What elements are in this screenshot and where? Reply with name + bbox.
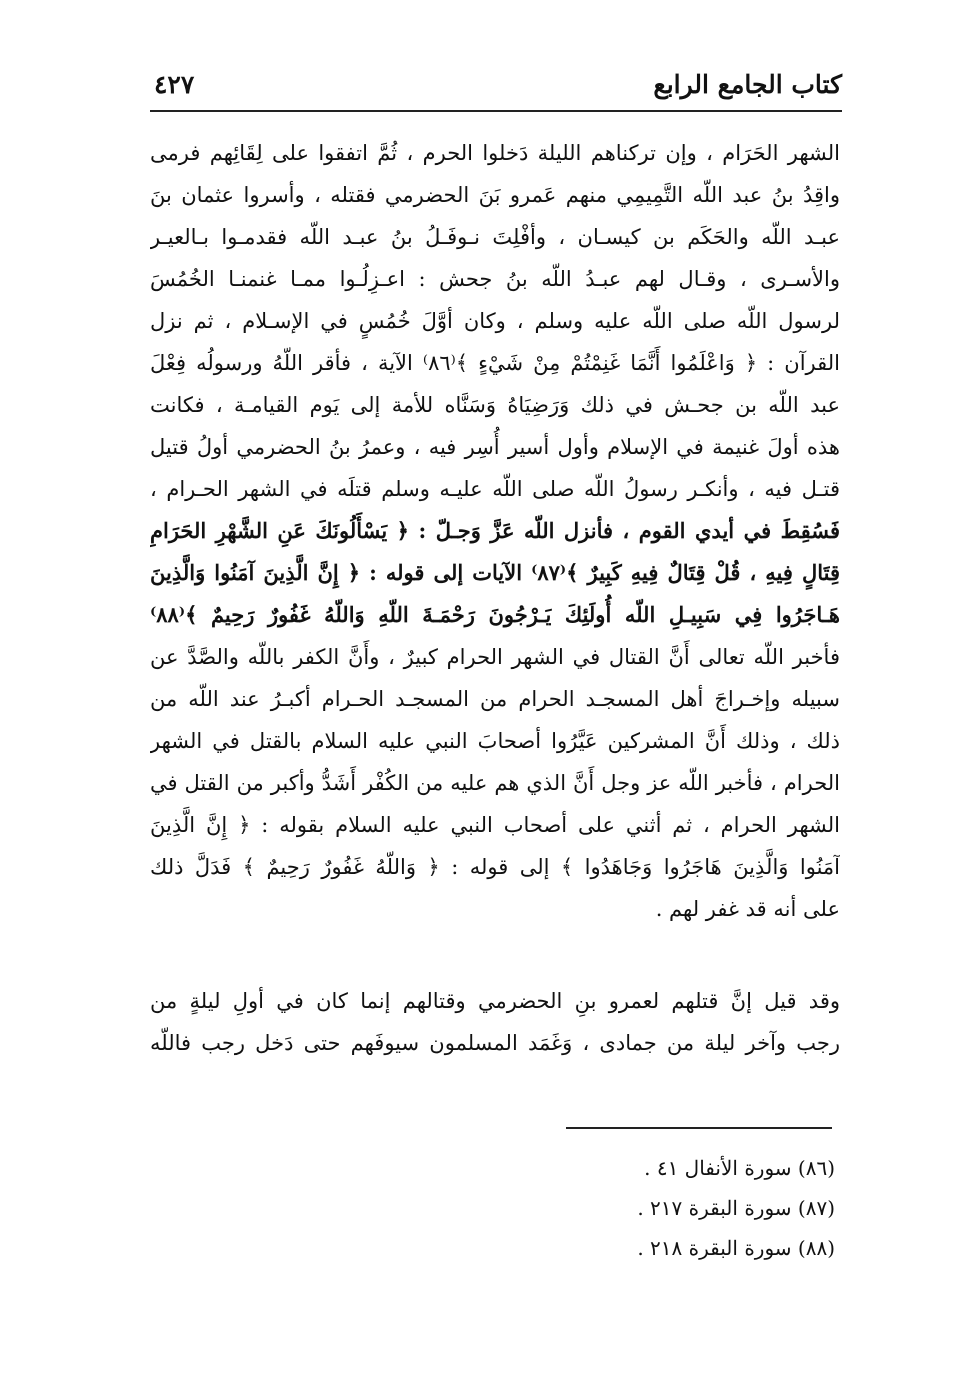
footnotes-list: [500, 1148, 835, 1268]
text-line: ذلك ، وذلك أَنَّ المشركين عَيَّرُوا أصحابَ النبي عليه السلام بالقتل في الشهر: [150, 729, 840, 753]
text-line: وقد قيل إنَّ قتلهم لعمرو بنِ الحضرمي وقتالهم إنما كان في أولِ ليلةٍ من: [150, 989, 840, 1013]
text-line: سبيله وإخـراجَ أهل المسجـد الحرام من المسجـد الحـرام أكبـرُ عند اللّه من: [150, 687, 840, 711]
text-line: قتـل فيه ، وأنكـر رسولُ اللّه صلى اللّه عليـه وسلم قتلَه في الشهر الحـرام ،: [150, 477, 840, 501]
text-line: عبـد اللّه والحَكَم بن كيسـان ، وأفْلِتَ نـوفَـلُ بنُ عبـد اللّه فقدمـوا بـالعيـر: [150, 225, 840, 249]
text-line: القرآن : ﴿ وَاعْلَمُوا أَنَّمَا غَنِمْتُمْ مِنْ شَيْءٍ ﴾⁽٨٦⁾ الآية ، فأقر اللّهُ ورسولُه فِعْلَ: [150, 351, 840, 375]
text-line: رجب وآخر ليلة من جمادى ، وَغَمَد المسلمون سيوفَهم حتى دَخل رجب فاللّه: [150, 1031, 840, 1055]
text-line: لرسول اللّه صلى اللّه عليه وسلم ، وكان أوَّلَ خُمُسٍ في الإسـلام ، ثم نزل: [150, 309, 840, 333]
footnote-divider: [566, 1127, 832, 1129]
text-line: قِتَالٍ فِيهِ ، قُلْ قِتَالٌ فِيهِ كَبِيرٌ ﴾⁽٨٧⁾ الآيات إلى قوله : ﴿ إِنَّ الَّذِينَ آمَنُوا وَالَّذِينَ: [150, 560, 840, 585]
page-number: ٤٢٧: [154, 70, 195, 99]
text-line: عبد اللّه بن جحـش في ذلك وَرَضِيَاهُ وَسَنَّاه للأمة إلى يَوم القيامـة ، فكانت: [150, 393, 840, 417]
text-line: واقِدُ بنُ عبد اللّه التَّمِيمِي منهم عَمرو بَنَ الحضرمي فقتله ، وأسروا عثمان بنَ: [150, 183, 840, 207]
second-paragraph: [150, 980, 840, 1064]
text-line: الشهر الحَرَام ، وإن تركناهم الليلة دَخلوا الحرم ، ثُمَّ اتفقوا على لِقَائِهم فرمى: [150, 141, 840, 165]
text-line: والأسـرى ، وقـال لهم عبـدُ اللّه بنُ جحش : اعـزِلُـوا ممـا غنمنـا الخُمُسَ: [150, 267, 840, 291]
header-divider: [150, 110, 842, 112]
footnote: (٨٧) سورة البقرة ٢١٧ .: [637, 1196, 835, 1220]
footnote: (٨٦) سورة الأنفال ٤١ .: [644, 1156, 835, 1180]
page-header: [150, 64, 842, 112]
text-line: هذه أولَ غنيمة في الإسلام وأول أسير أُسِر فيه ، وعمرُ بنُ الحضرمي أولُ قتيل: [150, 435, 840, 459]
text-line: الحرام ، فأخبر اللّه عز وجل أَنَّ الذي هم عليه من الكُفْر أَشَدُّ وأكبر من القتل في: [150, 771, 840, 795]
text-line: آمَنُوا وَالَّذِينَ هَاجَرُوا وَجَاهَدُوا ﴾ إلى قوله : ﴿ وَاللّهُ غَفُورٌ رَحِيمٌ ﴾ فَدَلَّ ذلك: [150, 855, 840, 879]
main-paragraph: [150, 132, 840, 930]
text-line: فأخبر اللّه تعالى أَنَّ القتال في الشهر الحرام كبيرٌ ، وأَنَّ الكفر باللّه والصَّدَّ عن: [150, 645, 840, 669]
text-line: الشهر الحرام ، ثم أثني على أصحاب النبي عليه السلام بقوله : ﴿ إِنَّ الَّذِينَ: [150, 813, 840, 837]
text-line: فَسُقِطَ في أيدي القوم ، فأنزل اللّه عَزَّ وَجـلّ : ﴿ يَسْأَلُونَكَ عَنِ الشَّهْرِ الحَرَامِ: [150, 518, 840, 543]
text-line: على أنه قد غفر لهم .: [655, 897, 840, 921]
text-line: هَـاجَرُوا فِي سَبِيـلِ اللّه أُولَئِكَ يَـرْجُونَ رَحْمَـةَ اللّهِ وَاللّهُ غَفُورٌ رَحِيمٌ ﴾⁽٨٨⁾: [150, 602, 840, 627]
running-title: كتاب الجامع الرابع: [653, 70, 842, 99]
footnote: (٨٨) سورة البقرة ٢١٨ .: [637, 1236, 835, 1260]
